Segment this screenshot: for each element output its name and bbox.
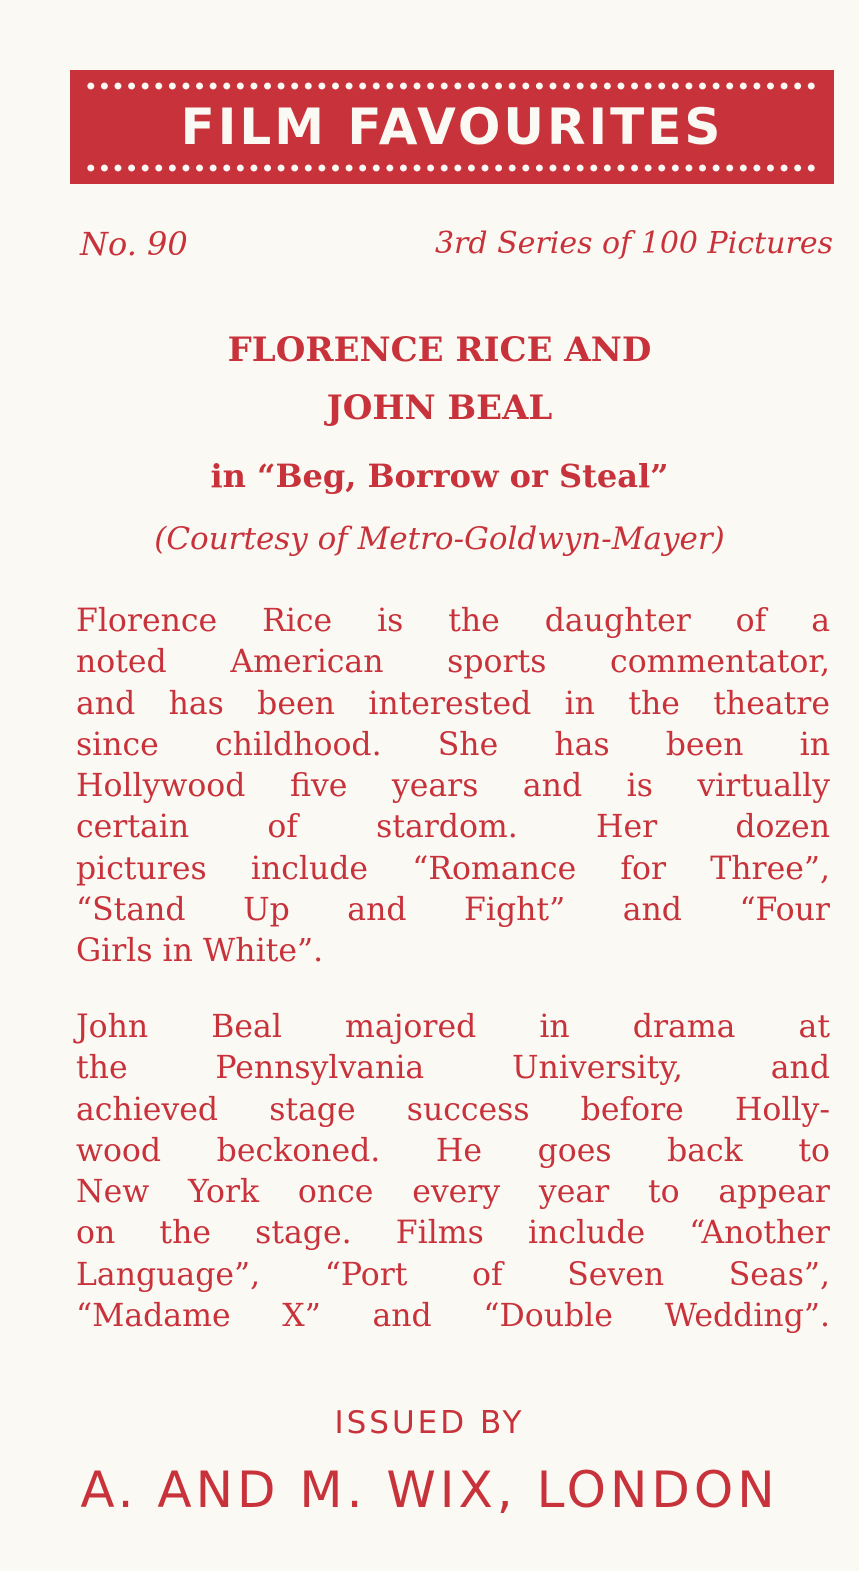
film-strip-banner [70, 70, 834, 184]
paragraph-line: “Stand Up and Fight” and “Four [76, 892, 830, 929]
paragraph-line: achieved stage success before Holly- [76, 1091, 830, 1128]
banner-title: FILM FAVOURITES [180, 98, 724, 156]
paragraph-line: pictures include “Romance for Three”, [76, 850, 830, 887]
paragraph-line: on the stage. Films include “Another [76, 1215, 830, 1252]
paragraph-line: Language”, “Port of Seven Seas”, [76, 1256, 830, 1293]
paragraph-line: John Beal majored in drama at [76, 1009, 830, 1045]
card-number: No. 90 [80, 225, 188, 263]
title-line-2: JOHN BEAL [326, 388, 553, 428]
paragraph-line: noted American sports commentator, [76, 644, 830, 681]
film-perforations-bottom [84, 163, 820, 173]
paragraph-line: “Madame X” and “Double Wedding”. [76, 1298, 830, 1335]
paragraph-line: and has been interested in the theatre [76, 685, 830, 722]
paragraph-line: New York once every year to appear [76, 1174, 830, 1211]
title-line-1: FLORENCE RICE AND [227, 330, 652, 370]
paragraph-line: Hollywood five years and is virtually [76, 768, 830, 805]
paragraph-line: the Pennsylvania University, and [76, 1050, 830, 1087]
paragraph-line: Florence Rice is the daughter of a [76, 603, 830, 639]
film-perforations-top [84, 81, 820, 91]
series-label: 3rd Series of 100 Pictures [434, 226, 833, 261]
biography-paragraph-2 [76, 1007, 830, 1337]
film-title: in “Beg, Borrow or Steal” [210, 457, 669, 495]
publisher-name: A. AND M. WIX, LONDON [80, 1461, 779, 1519]
issued-by-label: ISSUED BY [334, 1405, 525, 1441]
paragraph-line: certain of stardom. Her dozen [76, 809, 830, 846]
courtesy-line: (Courtesy of Metro-Goldwyn-Mayer) [154, 521, 725, 557]
paragraph-line: wood beckoned. He goes back to [76, 1132, 830, 1169]
paragraph-line: since childhood. She has been in [76, 726, 830, 763]
paragraph-line: Girls in White”. [76, 933, 324, 970]
biography-paragraph-1 [76, 601, 830, 973]
